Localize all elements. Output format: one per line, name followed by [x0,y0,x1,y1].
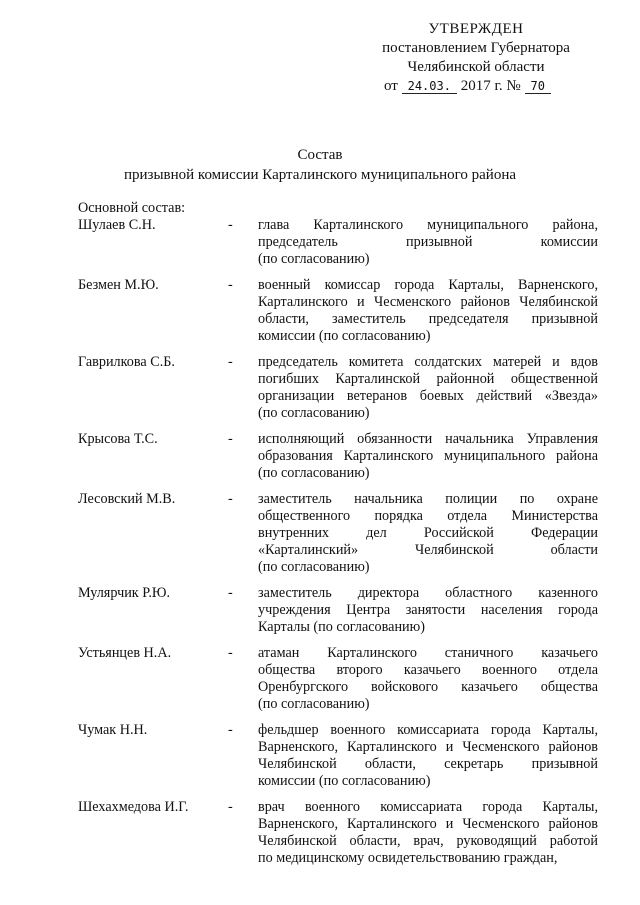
member-dash: - [228,491,233,507]
member-role-line: глава Карталинского муниципального района, [258,217,598,233]
member-row [78,491,598,576]
member-role-line: (по согласованию) [258,696,370,712]
member-name: Лесовский М.В. [78,491,176,507]
member-role-line: комиссии (по согласованию) [258,773,431,789]
approval-line-2: Челябинской области [407,59,545,75]
member-role-line: заместитель директора областного казенного [258,585,598,601]
member-dash: - [228,277,233,293]
member-role-line: комиссии (по согласованию) [258,328,431,344]
title-line-2: призывной комиссии Карталинского муниципального района [123,167,517,183]
member-name: Шулаев С.Н. [78,217,156,233]
member-dash: - [228,217,233,233]
member-role-line: (по согласованию) [258,559,370,575]
member-role-line: погибших Карталинской районной общественной [258,371,598,387]
member-role [258,217,598,268]
member-role-line: по медицинскому освидетельствованию граждан, [258,850,558,866]
member-role-line: (по согласованию) [258,251,370,267]
document-title [0,145,640,185]
member-dash: - [228,799,233,815]
member-name: Крысова Т.С. [78,431,158,447]
member-role-line: Карталинского и Чесменского районов Челябинской [258,294,598,310]
member-role-line: внутренних дел Российской Федерации [258,525,598,541]
member-dash: - [228,431,233,447]
member-role-line: врач военного комиссариата города Карталы, [258,799,598,815]
approval-date-line [360,77,592,96]
member-name: Безмен М.Ю. [78,277,159,293]
member-role-line: председатель призывной комиссии [258,234,598,250]
member-role-line: Оренбургского войскового казачьего общества [258,679,598,695]
member-role-line: (по согласованию) [258,465,370,481]
date-prefix: от [384,78,398,94]
member-row [78,277,598,345]
member-role-line: заместитель начальника полиции по охране [258,491,598,507]
member-role-line: Челябинской области, секретарь призывной [258,756,598,772]
member-name: Шехахмедова И.Г. [78,799,189,815]
member-role-line: фельдшер военного комиссариата города Карталы, [258,722,598,738]
member-name: Чумак Н.Н. [78,722,148,738]
member-name: Мулярчик Р.Ю. [78,585,171,601]
member-role [258,722,598,790]
member-role [258,354,598,422]
member-row [78,354,598,422]
member-role-line: общественного порядка отдела Министерства [258,508,598,524]
decree-number: 70 [525,80,551,94]
member-dash: - [228,354,233,370]
year-text: 2017 г. № [460,78,521,94]
member-role [258,277,598,345]
member-role-line: «Карталинский» Челябинской области [258,542,598,558]
approval-stamp [360,20,592,96]
member-role-line: Челябинской области, врач, руководящий работой [258,833,598,849]
member-role-line: исполняющий обязанности начальника Управления [258,431,598,447]
member-role-line: (по согласованию) [258,405,370,421]
member-role-line: образования Карталинского муниципального района [258,448,598,464]
member-name: Устьянцев Н.А. [78,645,172,661]
member-role-line: Варненского, Карталинского и Чесменского районов [258,816,598,832]
member-role-line: военный комиссар города Карталы, Варненского, [258,277,598,293]
member-row [78,585,598,636]
member-dash: - [228,585,233,601]
member-name: Гаврилкова С.Б. [78,354,175,370]
member-role-line: председатель комитета солдатских матерей и вдов [258,354,598,370]
approval-line-1: постановлением Губернатора [382,40,570,56]
member-role [258,491,598,576]
member-role [258,431,598,482]
member-row [78,799,598,867]
member-role-line: организации ветеранов боевых действий «Звезда» [258,388,598,404]
member-row [78,431,598,482]
member-role [258,645,598,713]
section-label: Основной состав: [78,200,186,216]
member-dash: - [228,722,233,738]
member-row [78,217,598,268]
member-role [258,799,598,867]
member-role-line: области, заместитель председателя призывной [258,311,598,327]
title-line-1: Состав [297,147,343,163]
member-dash: - [228,645,233,661]
member-row [78,645,598,713]
approval-title: УТВЕРЖДЕН [428,21,524,37]
member-role-line: учреждения Центра занятости населения города [258,602,598,618]
member-role-line: общества второго казачьего военного отдела [258,662,598,678]
members-list [78,217,598,876]
member-role-line: Варненского, Карталинского и Чесменского районов [258,739,598,755]
date-value: 24.03. [402,80,457,94]
member-role-line: атаман Карталинского станичного казачьего [258,645,598,661]
member-row [78,722,598,790]
member-role-line: Карталы (по согласованию) [258,619,425,635]
member-role [258,585,598,636]
